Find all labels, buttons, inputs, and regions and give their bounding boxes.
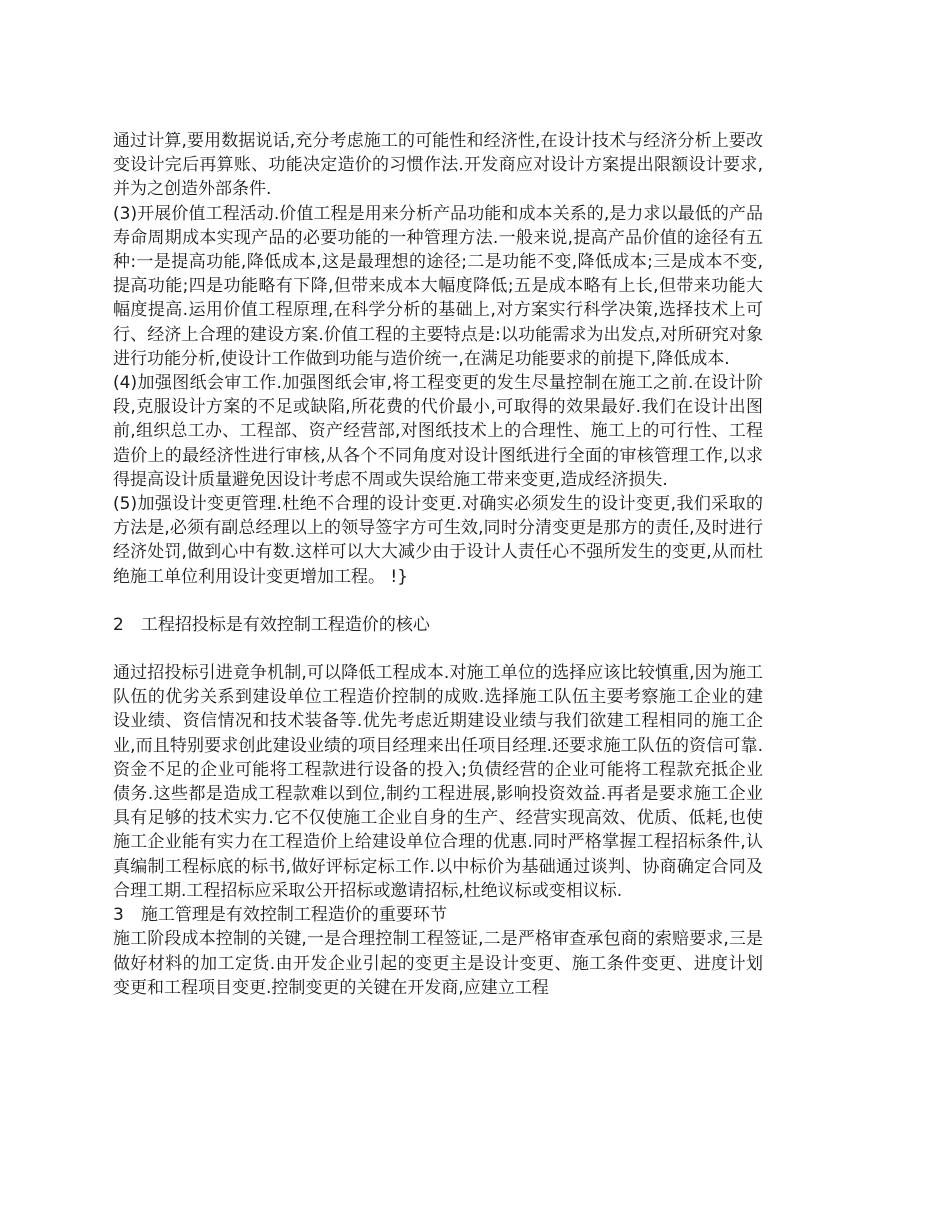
- section-heading-bidding: 2 工程招投标是有效控制工程造价的核心: [113, 614, 430, 635]
- paragraph-construction-management: 施工阶段成本控制的关键,一是合理控制工程签证,二是严格审查承包商的索赔要求,三是做好材料的加工定货.由开发企业引起的变更主是设计变更、施工条件变更、进度计划变更和工程项目变更.控制变更的关键在开发商,应建立工程: [113, 929, 763, 998]
- spacer: [113, 589, 763, 613]
- paragraph-design-change-management: (5)加强设计变更管理.杜绝不合理的设计变更.对确实必须发生的设计变更,我们采取的方法是,必须有副总经理以上的领导签字方可生效,同时分清变更是那方的责任,及时进行经济处罚,做到心中有数.这样可以大大减少由于设计人责任心不强所发生的变更,从而杜绝施工单位利用设计变更增加工程。 !}: [113, 494, 763, 587]
- paragraph-value-engineering: (3)开展价值工程活动.价值工程是用来分析产品功能和成本关系的,是力求以最低的产品寿命周期成本实现产品的必要功能的一种管理方法.一般来说,提高产品价值的途径有五种:一是提高功能,降低成本,这是最理想的途径;二是功能不变,降低成本;三是成本不变,提高功能;四是功能略有下降,但带来成本大幅度降低;五是成本略有上长,但带来功能大幅度提高.运用价值工程原理,在科学分析的基础上,对方案实行科学决策,选择技术上可行、经济上合理的建设方案.价值工程的主要特点是:以功能需求为出发点,对所研究对象进行功能分析,使设计工作做到功能与造价统一,在满足功能要求的前提下,降低成本.: [113, 203, 763, 369]
- paragraph-bidding: 通过招投标引进竟争机制,可以降低工程成本.对施工单位的选择应该比较慎重,因为施工队伍的优劣关系到建设单位工程造价控制的成败.选择施工队伍主要考察施工企业的建设业绩、资信情况和技术装备等.优先考虑近期建设业绩与我们欲建工程相同的施工企业,而且特别要求创此建设业绩的项目经理来出任项目经理.还要求施工队伍的资信可靠.资金不足的企业可能将工程款进行设备的投入;负债经营的企业可能将工程款充抵企业债务.这些都是造成工程款难以到位,制约工程进展,影响投资效益.再者是要求施工企业具有足够的技术实力.它不仅使施工企业自身的生产、经营实现高效、优质、低耗,也使施工企业能有实力在工程造价上给建设单位合理的优惠.同时严格掌握工程招标条件,认真编制工程标底的标书,做好评标定标工作.以中标价为基础通过谈判、协商确定合同及合理工期.工程招标应采取公开招标或邀请招标,杜绝议标或变相议标.: [113, 663, 763, 901]
- paragraph-design-calculation: 通过计算,要用数据说话,充分考虑施工的可能性和经济性,在设计技术与经济分析上要改变设计完后再算账、功能决定造价的习惯作法.开发商应对设计方案提出限额设计要求,并为之创造外部条件.: [113, 131, 763, 200]
- paragraph-drawing-review: (4)加强图纸会审工作.加强图纸会审,将工程变更的发生尽量控制在施工之前.在设计阶段,克服设计方案的不足或缺陷,所花费的代价最小,可取得的效果最好.我们在设计出图前,组织总工办、工程部、资产经营部,对图纸技术上的合理性、施工上的可行性、工程造价上的最经济性进行审核,从各个不同角度对设计图纸进行全面的审核管理工作,以求得提高设计质量避免因设计考虑不周或失误给施工带来变更,造成经济损失.: [113, 373, 763, 490]
- section-heading-construction-management: 3 施工管理是有效控制工程造价的重要环节: [113, 905, 447, 926]
- spacer: [113, 637, 763, 661]
- document-page: [113, 129, 763, 1000]
